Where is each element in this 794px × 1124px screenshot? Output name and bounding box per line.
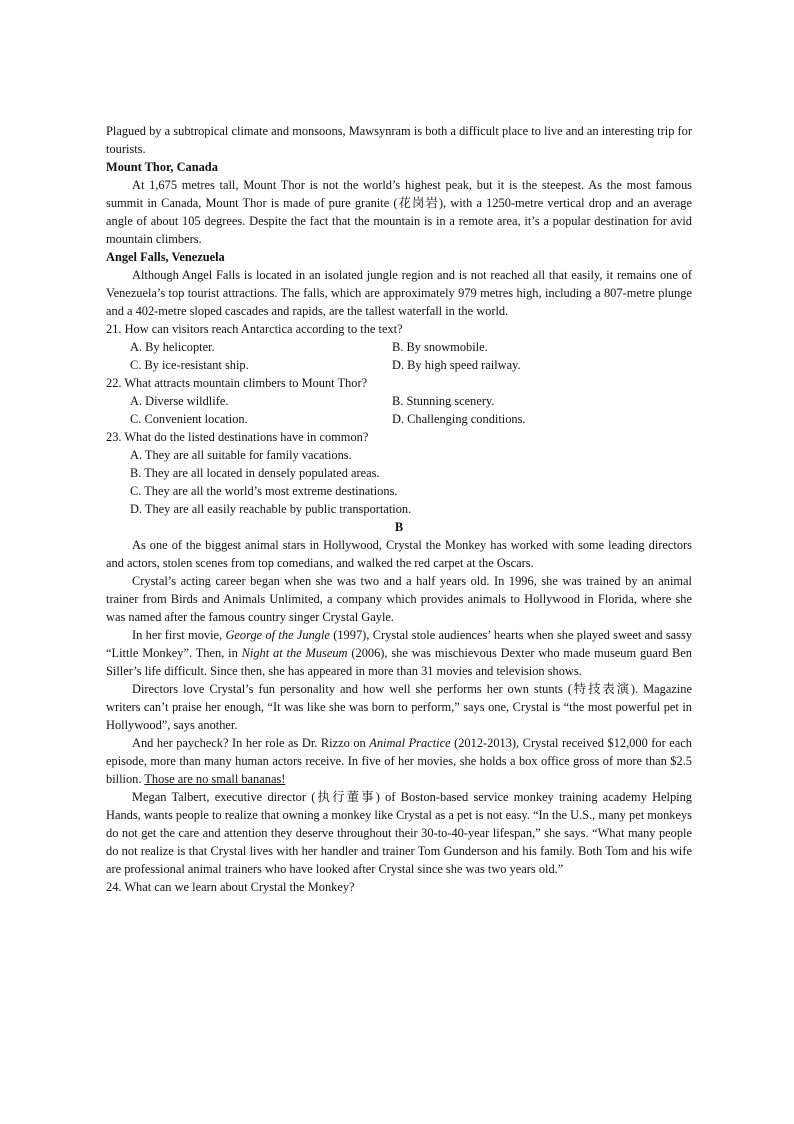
movie-title-night-at-the-museum: Night at the Museum [241, 646, 348, 660]
question-21-option-b: B. By snowmobile. [392, 340, 488, 354]
passage-b-paragraph-4: Directors love Crystal’s fun personality and how well she performs her own stunts (特技表演). Magazine writers can’t praise her enough, “It was like she was born to perform,” says one, Crystal is “the most powerful pet in Hollywood”, says another. [106, 682, 692, 732]
question-23-option-b: B. They are all located in densely populated areas. [130, 466, 380, 480]
question-21-option-c: C. By ice-resistant ship. [130, 358, 249, 372]
question-23-option-d: D. They are all easily reachable by public transportation. [130, 502, 412, 516]
passage-b-paragraph-2: Crystal’s acting career began when she was two and a half years old. In 1996, she was trained by an animal trainer from Birds and Animals Unlimited, a company which provides animals to Hollywood in Florida, where she was named after the famous country singer Crystal Gayle. [106, 574, 692, 624]
question-21-option-a: A. By helicopter. [130, 340, 215, 354]
question-21-options [106, 338, 692, 374]
section-heading-angel-falls: Angel Falls, Venezuela [106, 250, 225, 264]
question-22-options [106, 392, 692, 428]
underlined-phrase: Those are no small bananas! [144, 772, 286, 786]
angel-falls-paragraph: Although Angel Falls is located in an isolated jungle region and is not reached all that easily, it remains one of Venezuela’s top tourist attractions. The falls, which are approximately 979 metres high, including a 807-metre plunge and a 402-metre sloped cascades and rapids, are the tallest waterfall in the world. [106, 268, 692, 318]
p5-text-a: And her paycheck? In her role as Dr. Rizzo on [132, 736, 370, 750]
p5-text-b: (2012-2013), Crystal received $12,000 for each episode, more than many human actors receive. In five of her movies, she holds a box office gross of more than $2.5 billion. [106, 736, 692, 786]
page-content [106, 122, 692, 896]
question-22-option-a: A. Diverse wildlife. [130, 394, 229, 408]
question-22-option-d: D. Challenging conditions. [392, 412, 526, 426]
question-24-stem: 24. What can we learn about Crystal the Monkey? [106, 880, 355, 894]
mawsynram-paragraph-tail: Plagued by a subtropical climate and monsoons, Mawsynram is both a difficult place to live and an interesting trip for tourists. [106, 124, 692, 156]
question-21-stem: 21. How can visitors reach Antarctica according to the text? [106, 322, 403, 336]
question-23-option-c: C. They are all the world’s most extreme destinations. [130, 484, 398, 498]
passage-b-paragraph-1: As one of the biggest animal stars in Hollywood, Crystal the Monkey has worked with some leading directors and actors, stolen scenes from top comedians, and walked the red carpet at the Oscars. [106, 538, 692, 570]
show-title-animal-practice: Animal Practice [369, 736, 451, 750]
p3-text-b: (1997), Crystal stole audiences’ hearts when she played sweet and sassy “Little Monkey”. Then, in [106, 628, 693, 660]
p3-text-c: (2006), she was mischievous Dexter who made museum guard Ben Siller’s life difficult. Since then, she has appeared in more than 31 movies and television shows. [106, 646, 692, 678]
movie-title-george-of-the-jungle: George of the Jungle [225, 628, 330, 642]
mount-thor-paragraph: At 1,675 metres tall, Mount Thor is not the world’s highest peak, but it is the steepest. As the most famous summit in Canada, Mount Thor is made of pure granite (花岗岩), with a 1250-metre vertical drop and an average angle of about 105 degrees. Despite the fact that the mountain is in a remote area, it’s a popular destination for avid mountain climbers. [106, 178, 692, 246]
question-23-options [106, 446, 692, 518]
question-22-stem: 22. What attracts mountain climbers to Mount Thor? [106, 376, 368, 390]
passage-b-paragraph-6: Megan Talbert, executive director (执行董事) of Boston-based service monkey training academy Helping Hands, wants people to realize that owning a monkey like Crystal as a pet is not easy. “In the U.S., many pet monkeys do not get the care and attention they deserve throughout their 30-to-40-year lifespan,” she says. “What many people do not realize is that Crystal lives with her handler and trainer Tom Gunderson and his family. Both Tom and his wife are professional animal trainers who have looked after Crystal since she was two years old.” [106, 790, 692, 876]
question-21-option-d: D. By high speed railway. [392, 358, 521, 372]
section-heading-mount-thor: Mount Thor, Canada [106, 160, 218, 174]
question-23-option-a: A. They are all suitable for family vacations. [130, 448, 352, 462]
question-23-stem: 23. What do the listed destinations have in common? [106, 430, 369, 444]
p3-text-a: In her first movie, [132, 628, 226, 642]
passage-b-paragraph-5 [106, 734, 692, 788]
passage-b-paragraph-3 [106, 626, 692, 680]
passage-b-label: B [394, 520, 404, 534]
question-22-option-c: C. Convenient location. [130, 412, 248, 426]
question-22-option-b: B. Stunning scenery. [392, 394, 495, 408]
